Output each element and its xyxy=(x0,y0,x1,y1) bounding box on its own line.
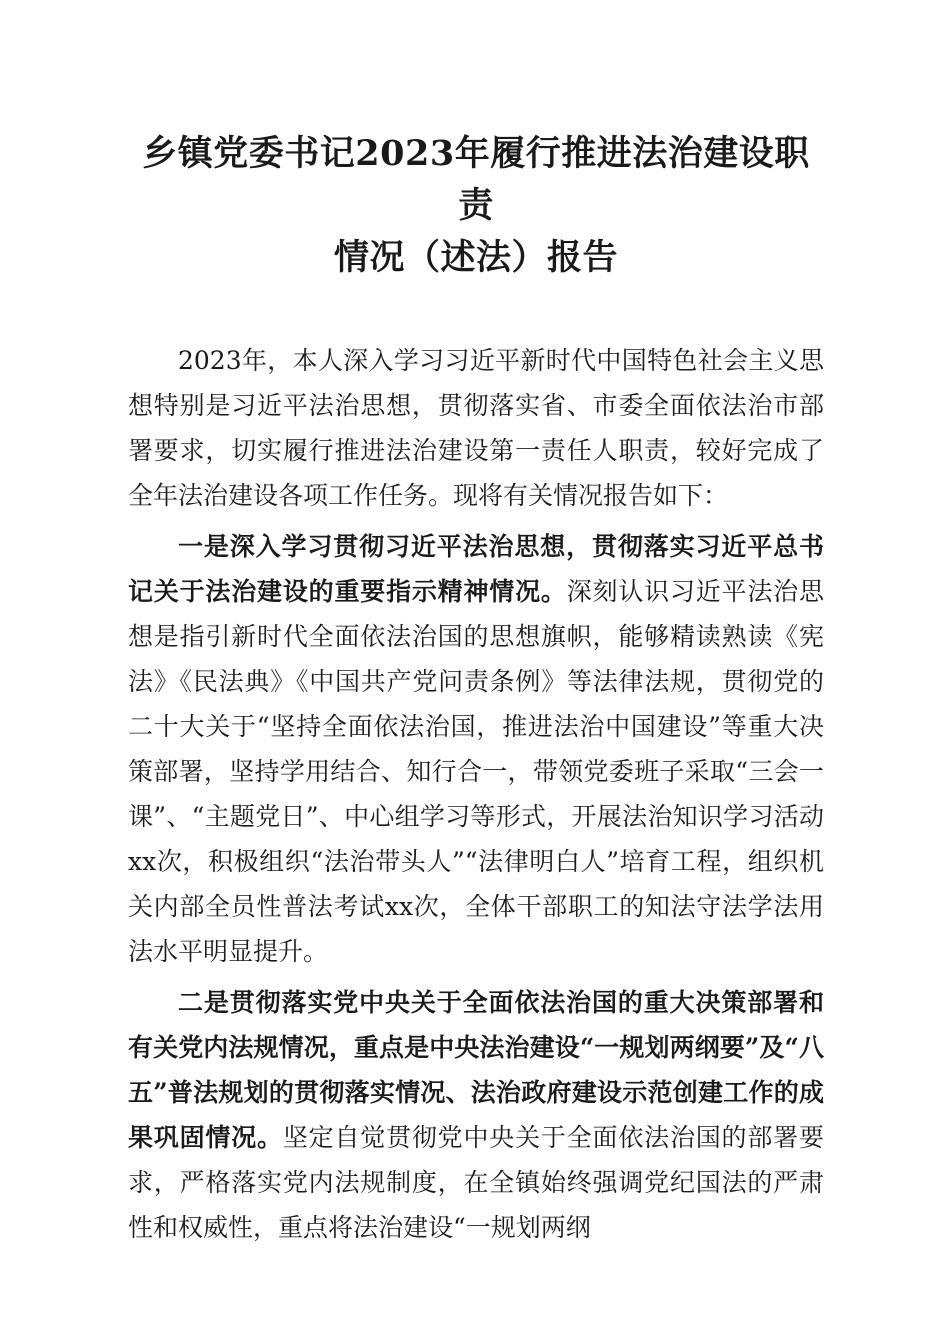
paragraph-section-1 xyxy=(128,524,824,974)
paragraph-body: 深刻认识习近平法治思想是指引新时代全面依法治国的思想旗帜，能够精读熟读《宪法》《民法典》《中国共产党问责条例》等法律法规，贯彻党的二十大关于“坚持全面依法治国，推进法治中国建设”等重大决策部署，坚持学用结合、知行合一，带领党委班子采取“三会一课”、“主题党日”、中心组学习等形式，开展法治知识学习活动xx次，积极组织“法治带头人”“法律明白人”培育工程，组织机关内部全员性普法考试xx次，全体干部职工的知法守法学法用法水平明显提升。 xyxy=(128,577,824,966)
document-title xyxy=(128,128,824,284)
paragraph-lead: 一是深入学习贯彻习近平法治思想，贯彻落实习近平总书记关于法治建设的重要指示精神情况。 xyxy=(128,532,824,606)
title-line-1: 乡镇党委书记2023年履行推进法治建设职责 xyxy=(142,133,810,226)
title-line-2: 情况（述法）报告 xyxy=(333,237,618,278)
paragraph-section-2 xyxy=(128,980,824,1250)
paragraph-body: 坚定自觉贯彻党中央关于全面依法治国的部署要求，严格落实党内法规制度，在全镇始终强调党纪国法的严肃性和权威性，重点将法治建设“一规划两纲 xyxy=(128,1123,824,1242)
paragraph-body: 2023年，本人深入学习习近平新时代中国特色社会主义思想特别是习近平法治思想，贯彻落实省、市委全面依法治市部署要求，切实履行推进法治建设第一责任人职责，较好完成了全年法治建设各项工作任务。现将有关情况报告如下： xyxy=(128,346,824,510)
paragraph-intro xyxy=(128,338,824,518)
paragraph-lead: 二是贯彻落实党中央关于全面依法治国的重大决策部署和有关党内法规情况，重点是中央法治建设“一规划两纲要”及“八五”普法规划的贯彻落实情况、法治政府建设示范创建工作的成果巩固情况。 xyxy=(128,988,824,1152)
